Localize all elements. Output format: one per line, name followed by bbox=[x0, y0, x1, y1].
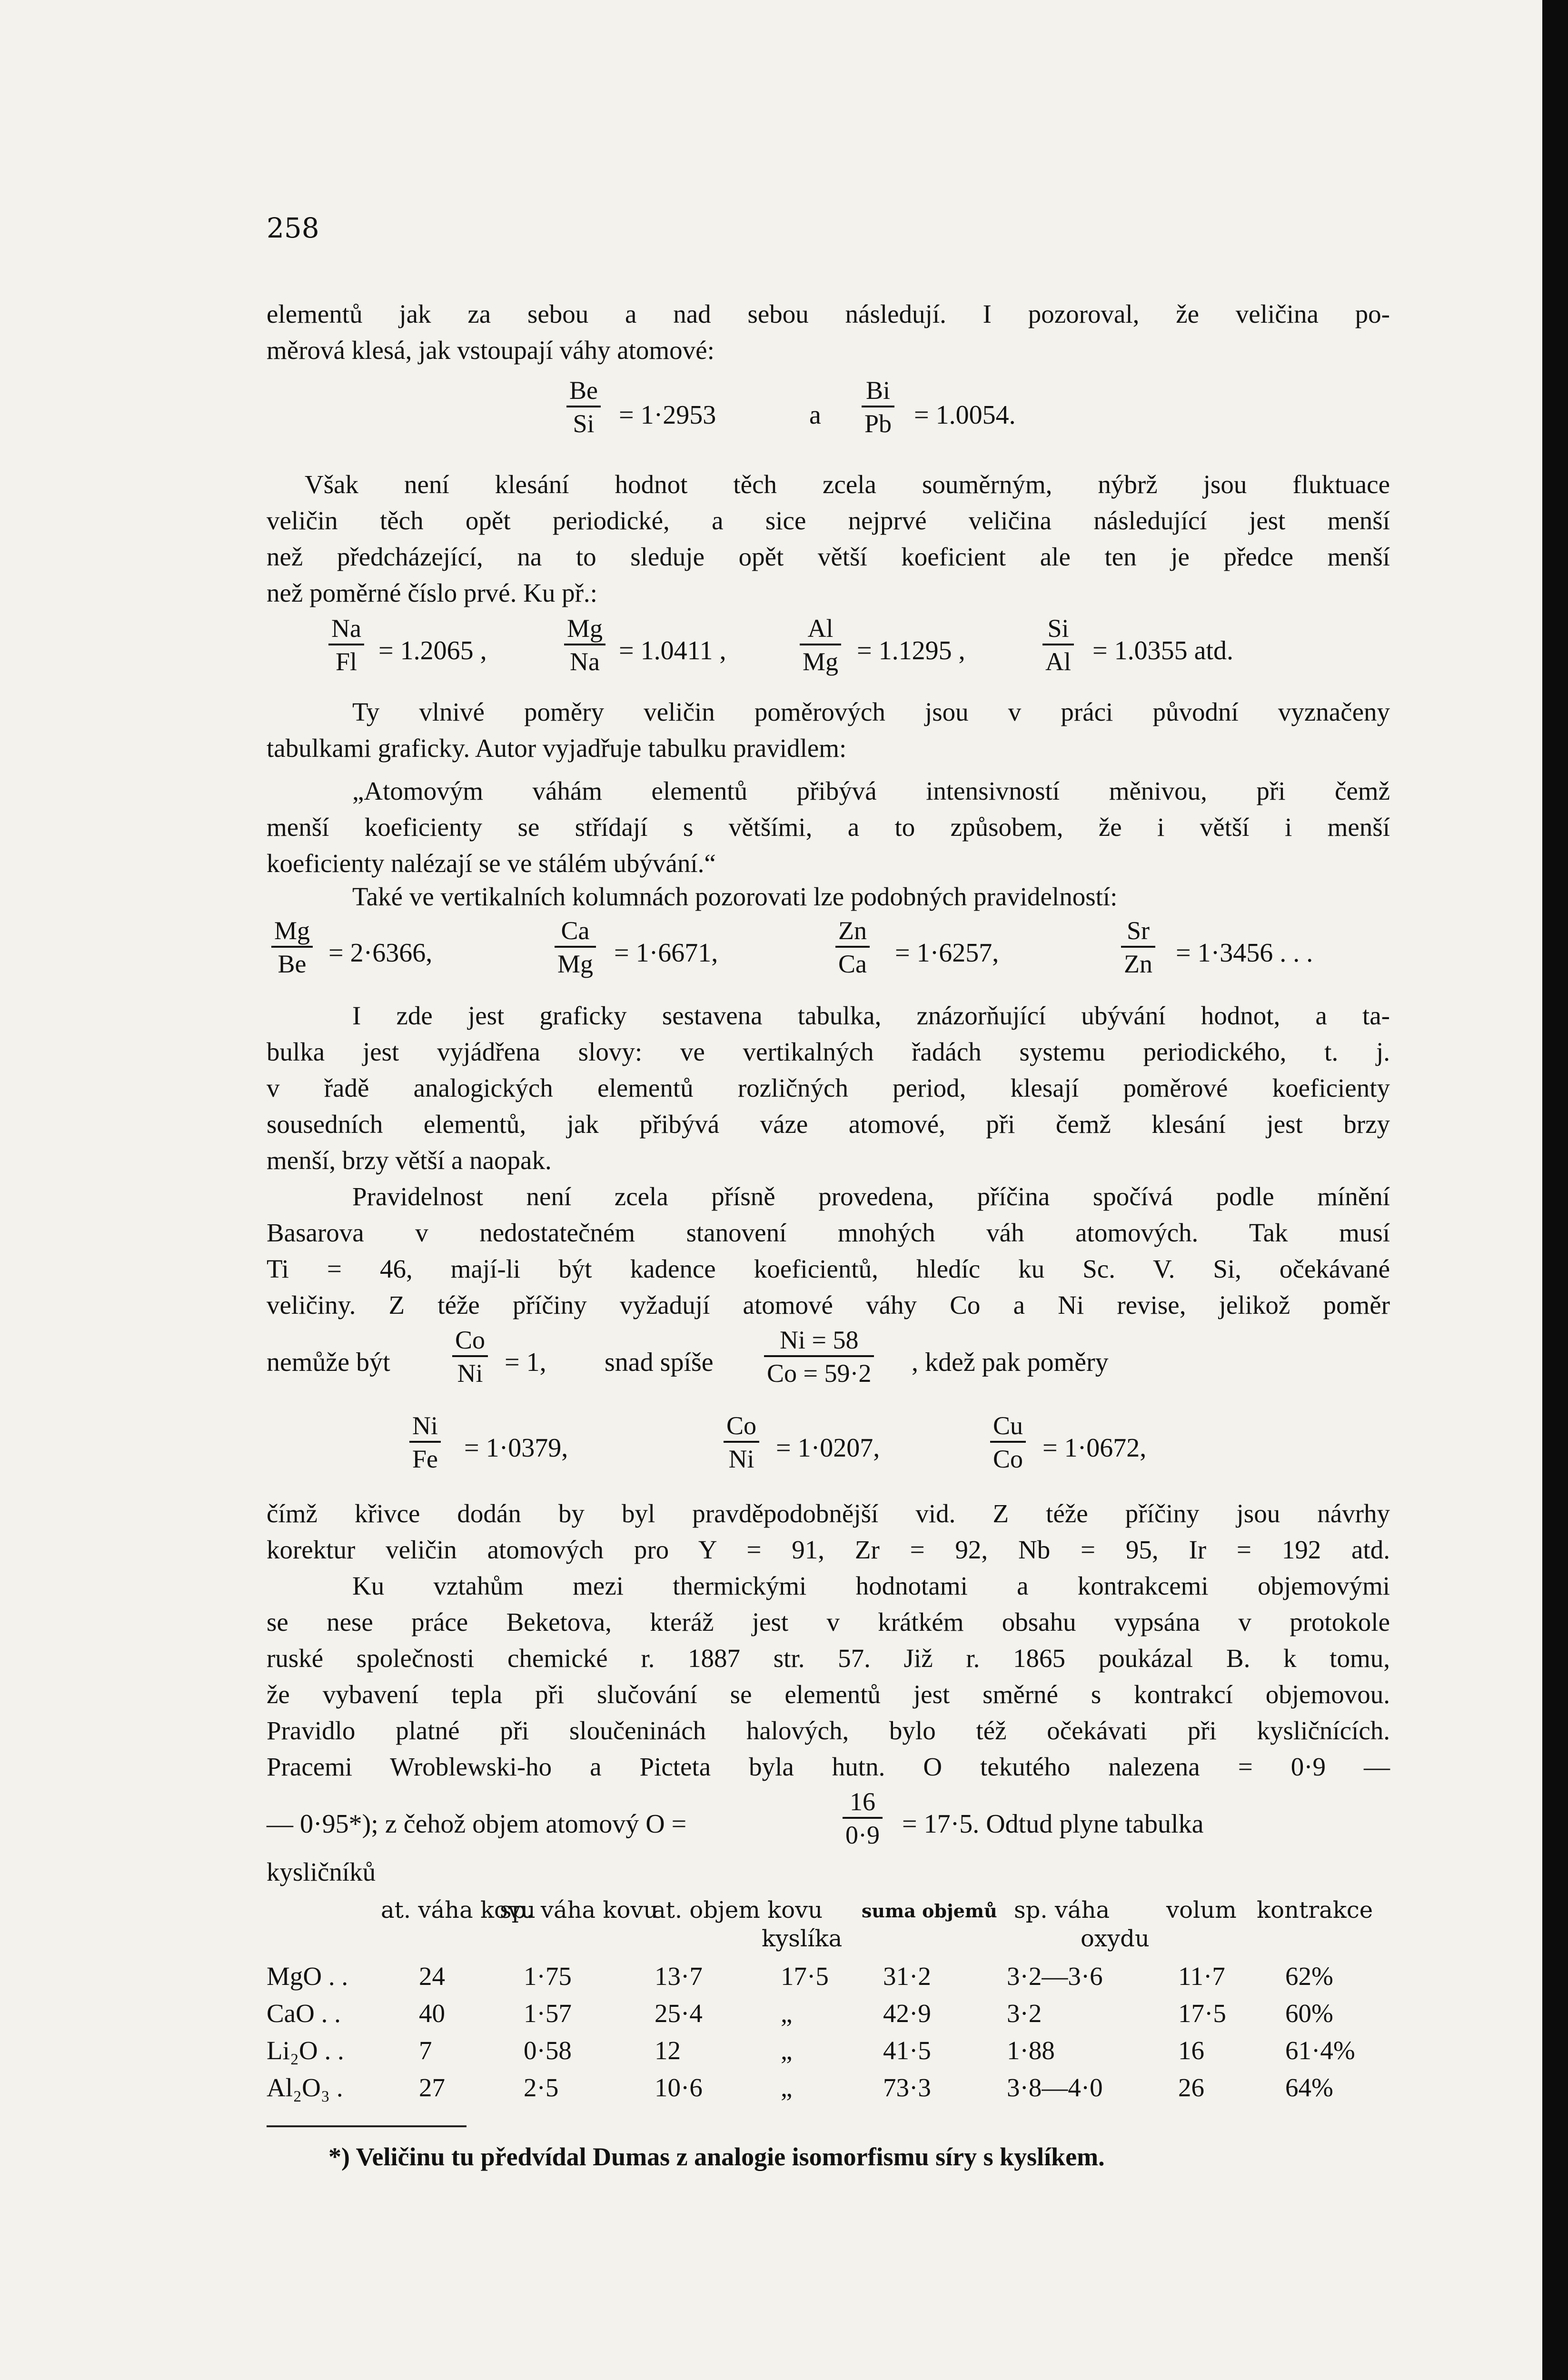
table-cell: 25·4 bbox=[655, 1999, 703, 2028]
table-cell: 31·2 bbox=[883, 1962, 931, 1991]
table-cell: 27 bbox=[419, 2073, 445, 2102]
text-line: menší koeficienty se střídají s většími, a to způsobem, že i větší i menší bbox=[267, 813, 1390, 842]
ratio-value: = 1·0207, bbox=[776, 1433, 880, 1463]
text-line: se nese práce Beketova, kteráž jest v krátkém obsahu vypsána v protokole bbox=[267, 1607, 1390, 1636]
table-cell: 24 bbox=[419, 1962, 445, 1991]
ratio-fraction: $\frac{Co}{Ni}$ bbox=[724, 1411, 759, 1473]
table-cell: 12 bbox=[655, 2036, 681, 2065]
table-cell: „ bbox=[781, 2073, 793, 2102]
ratio-value: = 1·3456 . . . bbox=[1176, 938, 1313, 968]
text-line: tabulkami graficky. Autor vyjadřuje tabulku pravidlem: bbox=[267, 734, 847, 763]
table-cell: 64% bbox=[1285, 2073, 1333, 2102]
table-cell: „ bbox=[781, 2036, 793, 2065]
table-cell: 42·9 bbox=[883, 1999, 931, 2028]
text-line: Ti = 46, mají-li být kadence koeficientů, hledíc ku Sc. V. Si, očekávané bbox=[267, 1254, 1390, 1283]
table-header: kontrakce bbox=[1257, 1897, 1373, 1924]
text-line: korektur veličin atomových pro Y = 91, Zr = 92, Nb = 95, Ir = 192 atd. bbox=[267, 1535, 1390, 1564]
table-cell: 0·58 bbox=[524, 2036, 572, 2065]
ratio-value: = 2·6366, bbox=[328, 938, 433, 968]
text-line: v řadě analogických elementů rozličných period, klesají poměrové koeficienty bbox=[267, 1073, 1390, 1102]
text-line: bulka jest vyjádřena slovy: ve vertikalných řadách systemu periodického, t. j. bbox=[267, 1037, 1390, 1066]
ratio-middle-text: snad spíše bbox=[605, 1348, 714, 1377]
ratio-fraction: $\frac{Na}{Fl}$ bbox=[328, 614, 364, 676]
ratio-value: = 1.0355 atd. bbox=[1092, 636, 1233, 665]
table-caption: kysličníků bbox=[267, 1857, 376, 1886]
footnote: *) Veličinu tu předvídal Dumas z analogie isomorfismu síry s kyslíkem. bbox=[328, 2142, 1105, 2171]
ratio-value: = 1.0054. bbox=[914, 400, 1016, 430]
ratio-prefix: nemůže být bbox=[267, 1348, 390, 1377]
ratio-value: = 1·6257, bbox=[895, 938, 999, 968]
page-number: 258 bbox=[267, 212, 319, 244]
ratio-value: = 1, bbox=[505, 1348, 546, 1377]
table-row-formula: Li₂O . . bbox=[267, 2036, 344, 2065]
ratio-fraction: $\frac{16}{0\cdot 9}$ bbox=[843, 1787, 883, 1849]
ratio-fraction: $\frac{Mg}{Be}$ bbox=[271, 916, 313, 978]
table-cell: 11·7 bbox=[1178, 1962, 1225, 1991]
table-cell: 73·3 bbox=[883, 2073, 931, 2102]
ratio-value: = 1.1295 , bbox=[857, 636, 965, 665]
ratio-fraction: $\frac{Sr}{Zn}$ bbox=[1121, 916, 1155, 978]
table-cell: 16 bbox=[1178, 2036, 1204, 2065]
book-spine-edge bbox=[1542, 0, 1568, 2380]
table-cell: 17·5 bbox=[1178, 1999, 1226, 2028]
table-cell: 17·5 bbox=[781, 1962, 829, 1991]
table-header: oxydu bbox=[1081, 1925, 1150, 1952]
table-cell: „ bbox=[781, 1999, 793, 2028]
table-cell: 62% bbox=[1285, 1962, 1333, 1991]
ratio-suffix: = 17·5. Odtud plyne tabulka bbox=[902, 1809, 1204, 1839]
ratio-fraction: $\frac{Zn}{Ca}$ bbox=[835, 916, 870, 978]
table-cell: 60% bbox=[1285, 1999, 1333, 2028]
ratio-separator: a bbox=[809, 400, 821, 430]
table-cell: 1·75 bbox=[524, 1962, 572, 1991]
table-cell: 40 bbox=[419, 1999, 445, 2028]
text-line: Ty vlnivé poměry veličin poměrových jsou v práci původní vyznačeny bbox=[352, 697, 1390, 726]
table-row-formula: MgO . . bbox=[267, 1962, 348, 1991]
ratio-value: = 1·0379, bbox=[464, 1433, 568, 1463]
table-header: kyslíka bbox=[762, 1925, 843, 1952]
ratio-fraction: $\frac{Ni}{Fe}$ bbox=[409, 1411, 441, 1473]
ratio-value: = 1.0411 , bbox=[619, 636, 726, 665]
text-line: než poměrné číslo prvé. Ku př.: bbox=[267, 578, 597, 607]
table-header: at. váha kovu bbox=[381, 1897, 536, 1924]
table-cell: 26 bbox=[1178, 2073, 1204, 2102]
ratio-fraction: $\frac{Mg}{Na}$ bbox=[564, 614, 605, 676]
ratio-value: = 1.2065 , bbox=[378, 636, 487, 665]
text-line: Pravidlo platné při sloučeninách halových, bylo též očekávati při kysličnících. bbox=[267, 1716, 1390, 1745]
table-header: sp. váha bbox=[1014, 1897, 1110, 1924]
table-cell: 1·88 bbox=[1007, 2036, 1055, 2065]
text-line: koeficienty nalézají se ve stálém ubývání.“ bbox=[267, 849, 716, 878]
text-line: ruské společnosti chemické r. 1887 str. 57. Již r. 1865 poukázal B. k tomu, bbox=[267, 1644, 1390, 1673]
footnote-rule bbox=[267, 2125, 466, 2127]
ratio-fraction: $\frac{Ca}{Mg}$ bbox=[555, 916, 596, 978]
table-cell: 41·5 bbox=[883, 2036, 931, 2065]
text-line: že vybavení tepla při slučování se elementů jest směrné s kontrakcí objemovou. bbox=[267, 1680, 1390, 1709]
table-row-formula: Al₂O₃ . bbox=[267, 2073, 343, 2102]
text-line: Pravidelnost není zcela přísně provedena, příčina spočívá podle mínění bbox=[352, 1182, 1390, 1211]
table-cell: 13·7 bbox=[655, 1962, 703, 1991]
text-line: elementů jak za sebou a nad sebou následují. I pozoroval, že veličina po- bbox=[267, 299, 1390, 328]
table-cell: 3·8—4·0 bbox=[1007, 2073, 1103, 2102]
ratio-fraction: $\frac{Co}{Ni}$ bbox=[452, 1326, 488, 1388]
text-line: Také ve vertikalních kolumnách pozorovati lze podobných pravidelností: bbox=[352, 882, 1118, 911]
table-header: suma objemů bbox=[862, 1900, 997, 1922]
text-line: veličiny. Z téže příčiny vyžadují atomové váhy Co a Ni revise, jelikož poměr bbox=[267, 1290, 1390, 1319]
ratio-suffix: , kdež pak poměry bbox=[912, 1348, 1109, 1377]
ratio-fraction: $\frac{Be}{Si}$ bbox=[566, 376, 601, 438]
table-cell: 3·2—3·6 bbox=[1007, 1962, 1103, 1991]
text-line: měrová klesá, jak vstoupají váhy atomové: bbox=[267, 336, 715, 365]
table-row-formula: CaO . . bbox=[267, 1999, 341, 2028]
text-line: čímž křivce dodán by byl pravděpodobnější vid. Z téže příčiny jsou návrhy bbox=[267, 1499, 1390, 1528]
table-header: at. objem kovu bbox=[652, 1897, 823, 1924]
table-cell: 3·2 bbox=[1007, 1999, 1042, 2028]
text-line: Basarova v nedostatečném stanovení mnohých váh atomových. Tak musí bbox=[267, 1218, 1390, 1247]
table-cell: 10·6 bbox=[655, 2073, 703, 2102]
table-cell: 1·57 bbox=[524, 1999, 572, 2028]
text-line: Však není klesání hodnot těch zcela souměrným, nýbrž jsou fluktuace bbox=[305, 470, 1390, 499]
ratio-prefix: — 0·95*); z čehož objem atomový O = bbox=[267, 1809, 687, 1839]
text-line: „Atomovým váhám elementů přibývá intensivností měnivou, při čemž bbox=[352, 776, 1390, 805]
ratio-value: = 1·0672, bbox=[1042, 1433, 1147, 1463]
ratio-fraction: $\frac{Bi}{Pb}$ bbox=[862, 376, 894, 438]
ratio-fraction: $\frac{Si}{Al}$ bbox=[1042, 614, 1074, 676]
ratio-fraction: $\frac{Cu}{Co}$ bbox=[990, 1411, 1026, 1473]
table-header: sp. váha kovu bbox=[500, 1897, 658, 1924]
text-line: než předcházející, na to sleduje opět větší koeficient ale ten je předce menší bbox=[267, 542, 1390, 571]
ratio-value: = 1·6671, bbox=[614, 938, 718, 968]
text-line: veličin těch opět periodické, a sice nejprvé veličina následující jest menší bbox=[267, 506, 1390, 535]
table-cell: 2·5 bbox=[524, 2073, 559, 2102]
text-line: I zde jest graficky sestavena tabulka, znázorňující ubývání hodnot, a ta- bbox=[352, 1001, 1390, 1030]
ratio-value: = 1·2953 bbox=[619, 400, 716, 430]
text-line: Ku vztahům mezi thermickými hodnotami a kontrakcemi objemovými bbox=[352, 1571, 1390, 1600]
text-line: Pracemi Wroblewski-ho a Picteta byla hutn. O tekutého nalezena = 0·9 — bbox=[267, 1752, 1390, 1781]
table-cell: 7 bbox=[419, 2036, 432, 2065]
text-line: menší, brzy větší a naopak. bbox=[267, 1146, 552, 1175]
table-cell: 61·4% bbox=[1285, 2036, 1355, 2065]
text-line: sousedních elementů, jak přibývá váze atomové, při čemž klesání jest brzy bbox=[267, 1110, 1390, 1139]
table-header: volum bbox=[1166, 1897, 1237, 1924]
ratio-fraction: $\frac{Al}{Mg}$ bbox=[800, 614, 841, 676]
ratio-fraction: $\frac{Ni = 58}{Co = 59\cdot 2}$ bbox=[764, 1326, 874, 1388]
